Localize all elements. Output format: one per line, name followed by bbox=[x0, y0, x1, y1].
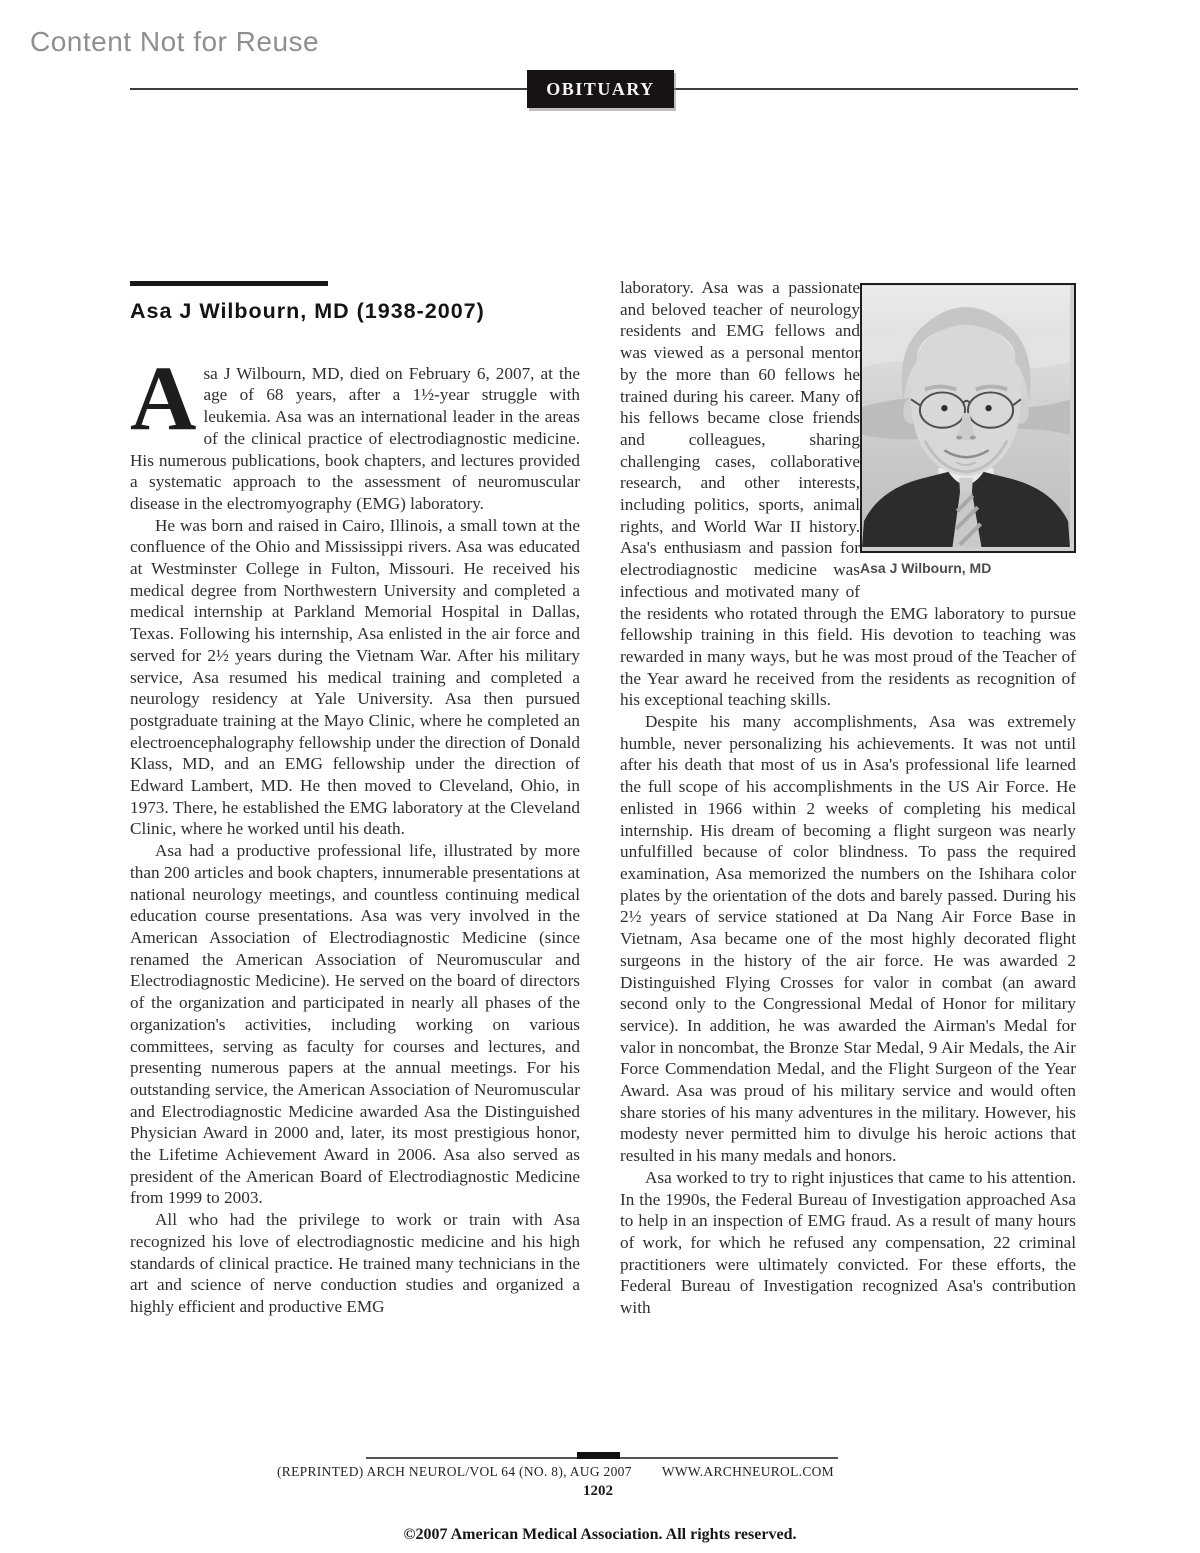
footer-tick bbox=[577, 1452, 620, 1459]
paragraph-7: Asa worked to try to right injustices that came to his attention. In the 1990s, the Federal Bureau of Investigation approached Asa to help in an inspection of EMG fraud. As a result of many hours of work, for which he refused any compensation, 22 criminal practitioners were ultimately convicted. For these efforts, the Federal Bureau of Investigation recognized Asa's contribution with bbox=[620, 1167, 1076, 1318]
watermark: Content Not for Reuse bbox=[30, 26, 320, 57]
journal-website: WWW.ARCHNEUROL.COM bbox=[661, 1464, 834, 1479]
title-rule bbox=[130, 281, 328, 286]
right-column bbox=[620, 277, 1076, 1319]
portrait-illustration bbox=[862, 285, 1070, 547]
reprint-info: (REPRINTED) ARCH NEUROL/VOL 64 (NO. 8), AUG 2007 bbox=[277, 1464, 632, 1479]
drop-cap: A bbox=[130, 346, 197, 449]
paragraph-2: He was born and raised in Cairo, Illinois, a small town at the confluence of the Ohio and Mississippi rivers. Asa was educated at Westminster College in Fulton, Missouri. He received his medical degree from Northwestern University and completed a medical internship at Parkland Memorial Hospital in Dallas, Texas. Following his internship, Asa enlisted in the air force and served for 2½ years during the Vietnam War. After his military service, Asa resumed his medical training and completed a neurology residency at Yale University. Asa then pursued postgraduate training at the Mayo Clinic, where he completed an electroencephalography fellowship under the direction of Donald Klass, MD, and an EMG fellowship under the direction of Edward Lambert, MD. He then moved to Cleveland, Ohio, in 1973. There, he established the EMG laboratory at the Cleveland Clinic, where he worked until his death. bbox=[130, 515, 580, 839]
copyright-notice: ©2007 American Medical Association. All rights reserved. bbox=[403, 1526, 797, 1543]
portrait-photo bbox=[860, 283, 1076, 553]
paragraph-1 bbox=[130, 346, 580, 515]
left-column bbox=[130, 281, 580, 1318]
paragraph-5: laboratory. Asa was a passionate and beloved teacher of neurology residents and EMG fellows and was viewed as a personal mentor by the more than 60 fellows he trained during his career. Many of his fellows became close friends and colleagues, sharing challenging cases, collaborative research, and other interests, including politics, sports, animal rights, and World War II history. Asa's enthusiasm and passion for electrodiagnostic medicine was infectious and motivated many of the residents who rotated through the EMG laboratory to pursue fellowship training in this field. His devotion to teaching was rewarded in many ways, but he was most proud of the Teacher of the Year award he received from the residents as recognition of his exceptional teaching skills. bbox=[620, 278, 1076, 710]
article-title: Asa J Wilbourn, MD (1938-2007) bbox=[130, 299, 485, 323]
paragraph-3: Asa had a productive professional life, illustrated by more than 200 articles and book chapters, innumerable presentations at national neurology meetings, and countless continuing medical education course presentations. Asa was very involved in the American Association of Electrodiagnostic Medicine (since renamed the American Association of Neuromuscular and Electrodiagnostic Medicine). He served on the board of directors of the organization and participated in nearly all phases of the organization's activities, including working on various committees, serving as faculty for courses and lectures, and presenting numerous papers at the annual meetings. For his outstanding service, the American Association of Neuromuscular and Electrodiagnostic Medicine awarded Asa the Distinguished Physician Award in 2000 and, later, its most prestigious honor, the Lifetime Achievement Award in 2006. Asa also served as president of the American Board of Electrodiagnostic Medicine from 1999 to 2003. bbox=[130, 841, 580, 1208]
paragraph-6: Despite his many accomplishments, Asa was extremely humble, never personalizing his achievements. It was not until after his death that most of us in Asa's professional life learned the full scope of his accomplishments in the US Air Force. He enlisted in 1966 within 2 weeks of completing his medical internship. His dream of becoming a flight surgeon was nearly unfulfilled because of color blindness. To pass the required examination, Asa memorized the numbers on the Ishihara color plates by the orientation of the dots and barely passed. During his 2½ years of service stationed at Da Nang Air Force Base in Vietnam, Asa became one of the most highly decorated flight surgeons in the history of the air force. He was awarded 2 Distinguished Flying Crosses for valor in combat (an award second only to the Congressional Medal of Honor for military service). In addition, he was awarded the Airman's Medal for valor in noncombat, the Bronze Star Medal, 9 Air Medals, the Air Force Commendation Medal, and the Flight Surgeon of the Year Award. Asa was proud of his military service and would often share stories of his many adventures in the military. However, his modesty never permitted him to divulge his heroic actions that resulted in his many medals and honors. bbox=[620, 712, 1076, 1166]
section-badge: OBITUARY bbox=[527, 70, 674, 108]
page-number: 1202 bbox=[583, 1483, 613, 1499]
portrait-figure bbox=[860, 283, 1076, 580]
paragraph-4: All who had the privilege to work or train with Asa recognized his love of electrodiagnostic medicine and his high standards of clinical practice. He trained many technicians in the art and science of nerve conduction studies and organized a highly efficient and productive EMG bbox=[130, 1210, 580, 1316]
footer-meta bbox=[277, 1464, 834, 1480]
paragraph-1-text: sa J Wilbourn, MD, died on February 6, 2007, at the age of 68 years, after a 1½-year struggle with leukemia. Asa was an international leader in the areas of the clinical practice of electrodiagnostic medicine. His numerous publications, book chapters, and lectures provided a systematic approach to the assessment of neuromuscular disease in the electromyography (EMG) laboratory. bbox=[130, 363, 580, 513]
photo-caption: Asa J Wilbourn, MD bbox=[860, 560, 992, 576]
